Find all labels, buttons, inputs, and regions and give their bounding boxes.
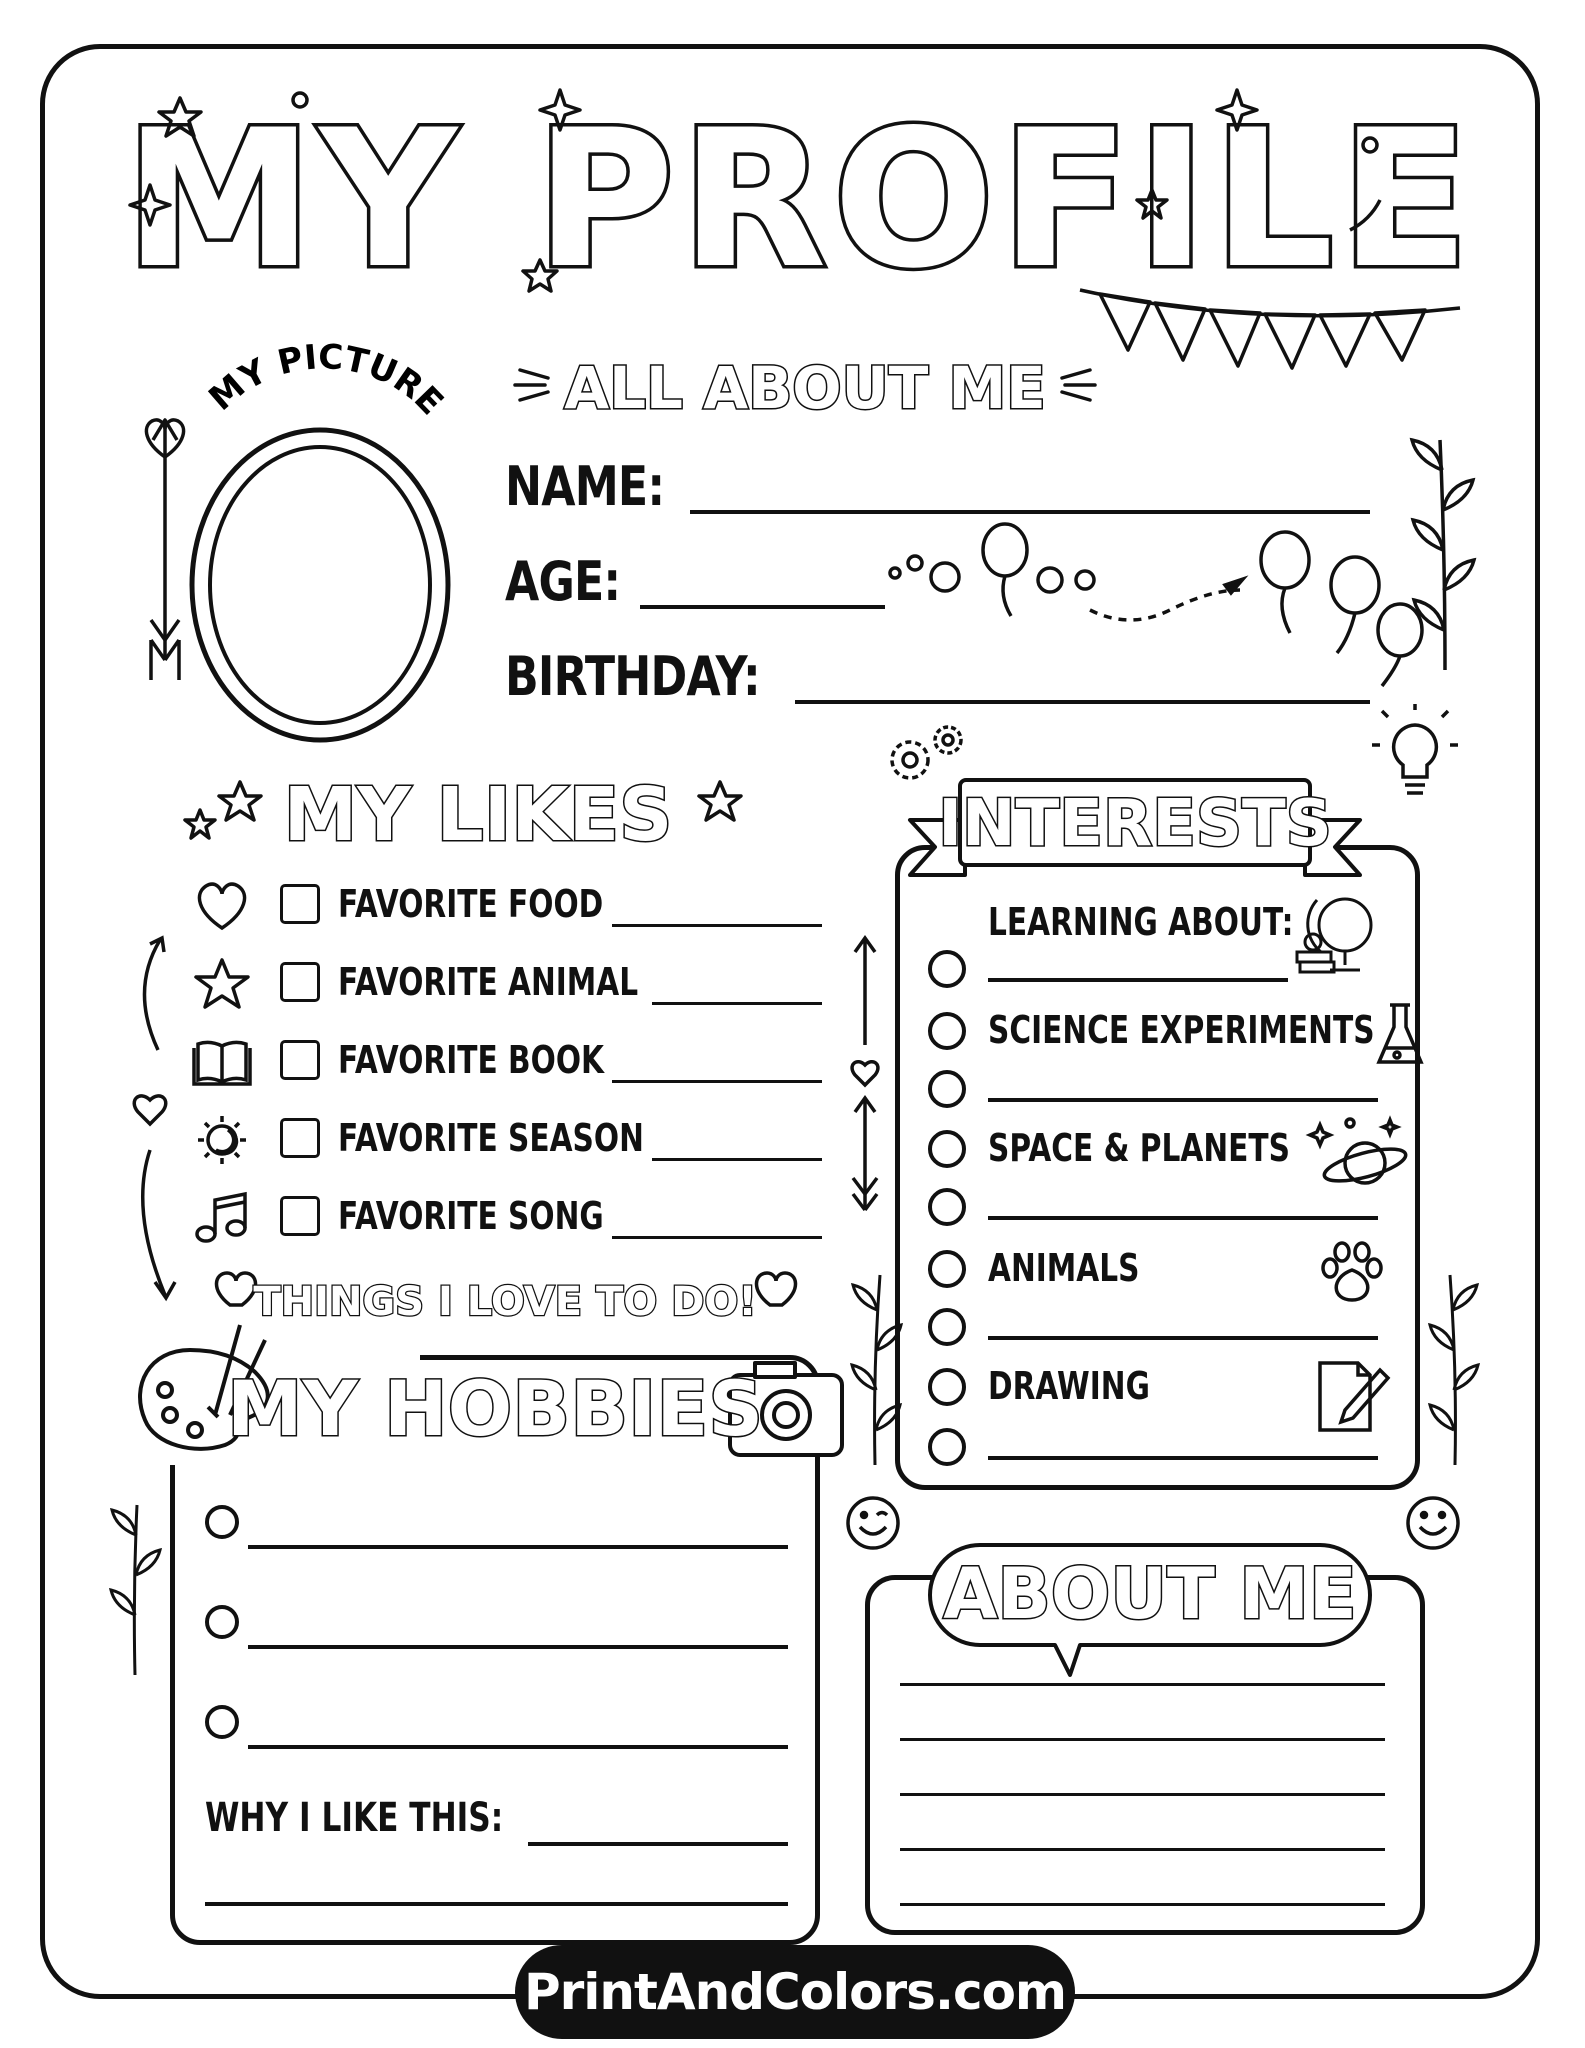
favorite-food-line[interactable] xyxy=(612,924,822,927)
paper-pencil-icon xyxy=(1315,1355,1395,1435)
science-experiments-line-radio[interactable] xyxy=(928,1070,966,1108)
smiley-icon xyxy=(1405,1495,1465,1555)
arrow-decoration xyxy=(835,930,895,1220)
like-row-book xyxy=(192,1032,832,1092)
favorite-food-label: FAVORITE FOOD xyxy=(338,882,604,926)
music-note-icon xyxy=(192,1192,252,1244)
hobby-3-line[interactable] xyxy=(248,1745,788,1749)
star-icon xyxy=(159,98,201,136)
drawing-label: DRAWING xyxy=(988,1364,1150,1408)
heart-icon xyxy=(192,880,252,932)
favorite-animal-checkbox[interactable] xyxy=(280,962,320,1002)
drawing-line[interactable] xyxy=(988,1456,1378,1460)
gears-icon xyxy=(880,715,980,795)
all-about-me-header xyxy=(510,340,1100,430)
svg-text:ALL ABOUT ME: ALL ABOUT ME xyxy=(564,354,1046,422)
balloons-decoration xyxy=(885,525,1435,695)
favorite-book-line[interactable] xyxy=(612,1080,822,1083)
favorite-song-checkbox[interactable] xyxy=(280,1196,320,1236)
about-me-bubble xyxy=(920,1530,1380,1680)
why-i-like-this-line-2[interactable] xyxy=(205,1902,788,1906)
science-experiments-line[interactable] xyxy=(988,1098,1378,1102)
site-watermark: PrintAndColors.com xyxy=(515,1945,1075,2039)
learning-about-line[interactable] xyxy=(988,978,1288,982)
flask-icon xyxy=(1375,1000,1425,1070)
favorite-animal-label: FAVORITE ANIMAL xyxy=(338,960,639,1004)
svg-text:INTERESTS: INTERESTS xyxy=(938,787,1332,861)
favorite-book-checkbox[interactable] xyxy=(280,1040,320,1080)
animals-label: ANIMALS xyxy=(988,1246,1140,1290)
space-planets-line-radio[interactable] xyxy=(928,1188,966,1226)
learning-about-label: LEARNING ABOUT: xyxy=(988,900,1294,944)
favorite-season-label: FAVORITE SEASON xyxy=(338,1116,644,1160)
hobby-1-radio[interactable] xyxy=(205,1505,239,1539)
leaf-branch-decoration xyxy=(1425,1270,1485,1470)
science-experiments-radio[interactable] xyxy=(928,1012,966,1050)
age-input-line[interactable] xyxy=(640,605,885,609)
about-me-line-4[interactable] xyxy=(900,1848,1385,1851)
favorite-book-label: FAVORITE BOOK xyxy=(338,1038,604,1082)
light-bulb-icon xyxy=(1370,705,1460,805)
space-planets-label: SPACE & PLANETS xyxy=(988,1126,1290,1170)
leaf-branch-decoration xyxy=(105,1500,165,1680)
star-icon xyxy=(192,958,252,1010)
like-row-song xyxy=(192,1188,832,1248)
bunting-decoration xyxy=(1080,280,1480,380)
about-me-line-2[interactable] xyxy=(900,1738,1385,1741)
favorite-season-checkbox[interactable] xyxy=(280,1118,320,1158)
star-icon xyxy=(1137,190,1167,218)
animals-line[interactable] xyxy=(988,1336,1378,1340)
favorite-food-checkbox[interactable] xyxy=(280,884,320,924)
sparkle-icon xyxy=(1217,90,1257,130)
svg-text:MY LIKES: MY LIKES xyxy=(283,772,673,858)
paw-icon xyxy=(1320,1240,1385,1305)
svg-text:MY HOBBIES: MY HOBBIES xyxy=(226,1364,764,1453)
svg-text:THINGS I LOVE TO DO!: THINGS I LOVE TO DO! xyxy=(253,1279,757,1325)
drawing-radio[interactable] xyxy=(928,1368,966,1406)
age-label: AGE: xyxy=(505,550,621,613)
like-row-animal xyxy=(192,954,832,1014)
name-input-line[interactable] xyxy=(690,510,1370,514)
svg-text:MY PROFILE: MY PROFILE xyxy=(124,89,1476,310)
svg-text:MY PICTURE xyxy=(201,337,451,423)
birthday-label: BIRTHDAY: xyxy=(505,645,760,708)
svg-text:ABOUT ME: ABOUT ME xyxy=(943,1553,1357,1635)
space-planets-line[interactable] xyxy=(988,1216,1378,1220)
hobby-2-radio[interactable] xyxy=(205,1605,239,1639)
leaf-branch-decoration xyxy=(1390,430,1490,680)
planet-icon xyxy=(1310,1115,1405,1195)
like-row-season xyxy=(192,1110,832,1170)
birthday-input-line[interactable] xyxy=(795,700,1370,704)
like-row-food xyxy=(192,876,832,936)
favorite-season-line[interactable] xyxy=(652,1158,822,1161)
leaf-branch-decoration xyxy=(845,1270,905,1470)
hobby-1-line[interactable] xyxy=(248,1545,788,1549)
drawing-line-radio[interactable] xyxy=(928,1428,966,1466)
name-label: NAME: xyxy=(505,455,665,518)
sparkle-icon xyxy=(540,90,580,130)
hobby-3-radio[interactable] xyxy=(205,1705,239,1739)
globe-books-icon xyxy=(1295,890,1375,980)
science-experiments-label: SCIENCE EXPERIMENTS xyxy=(988,1008,1375,1052)
picture-label: MY PICTURE xyxy=(201,336,451,424)
favorite-animal-line[interactable] xyxy=(652,1002,822,1005)
smiley-icon xyxy=(845,1495,905,1555)
animals-line-radio[interactable] xyxy=(928,1308,966,1346)
book-icon xyxy=(192,1036,252,1088)
arrow-decoration xyxy=(120,930,200,1310)
heart-icon xyxy=(140,415,190,461)
about-me-line-1[interactable] xyxy=(900,1683,1385,1686)
my-hobbies-heading xyxy=(130,1315,860,1475)
hobby-2-line[interactable] xyxy=(248,1645,788,1649)
star-icon xyxy=(523,260,557,291)
why-i-like-this-line[interactable] xyxy=(528,1842,788,1846)
learning-about-radio[interactable] xyxy=(928,950,966,988)
animals-radio[interactable] xyxy=(928,1250,966,1288)
favorite-song-label: FAVORITE SONG xyxy=(338,1194,604,1238)
favorite-song-line[interactable] xyxy=(612,1236,822,1239)
sun-moon-icon xyxy=(192,1114,252,1166)
my-likes-heading xyxy=(160,760,760,860)
why-i-like-this-label: WHY I LIKE THIS: xyxy=(205,1795,504,1841)
about-me-line-3[interactable] xyxy=(900,1793,1385,1796)
space-planets-radio[interactable] xyxy=(928,1130,966,1168)
about-me-line-5[interactable] xyxy=(900,1903,1385,1906)
